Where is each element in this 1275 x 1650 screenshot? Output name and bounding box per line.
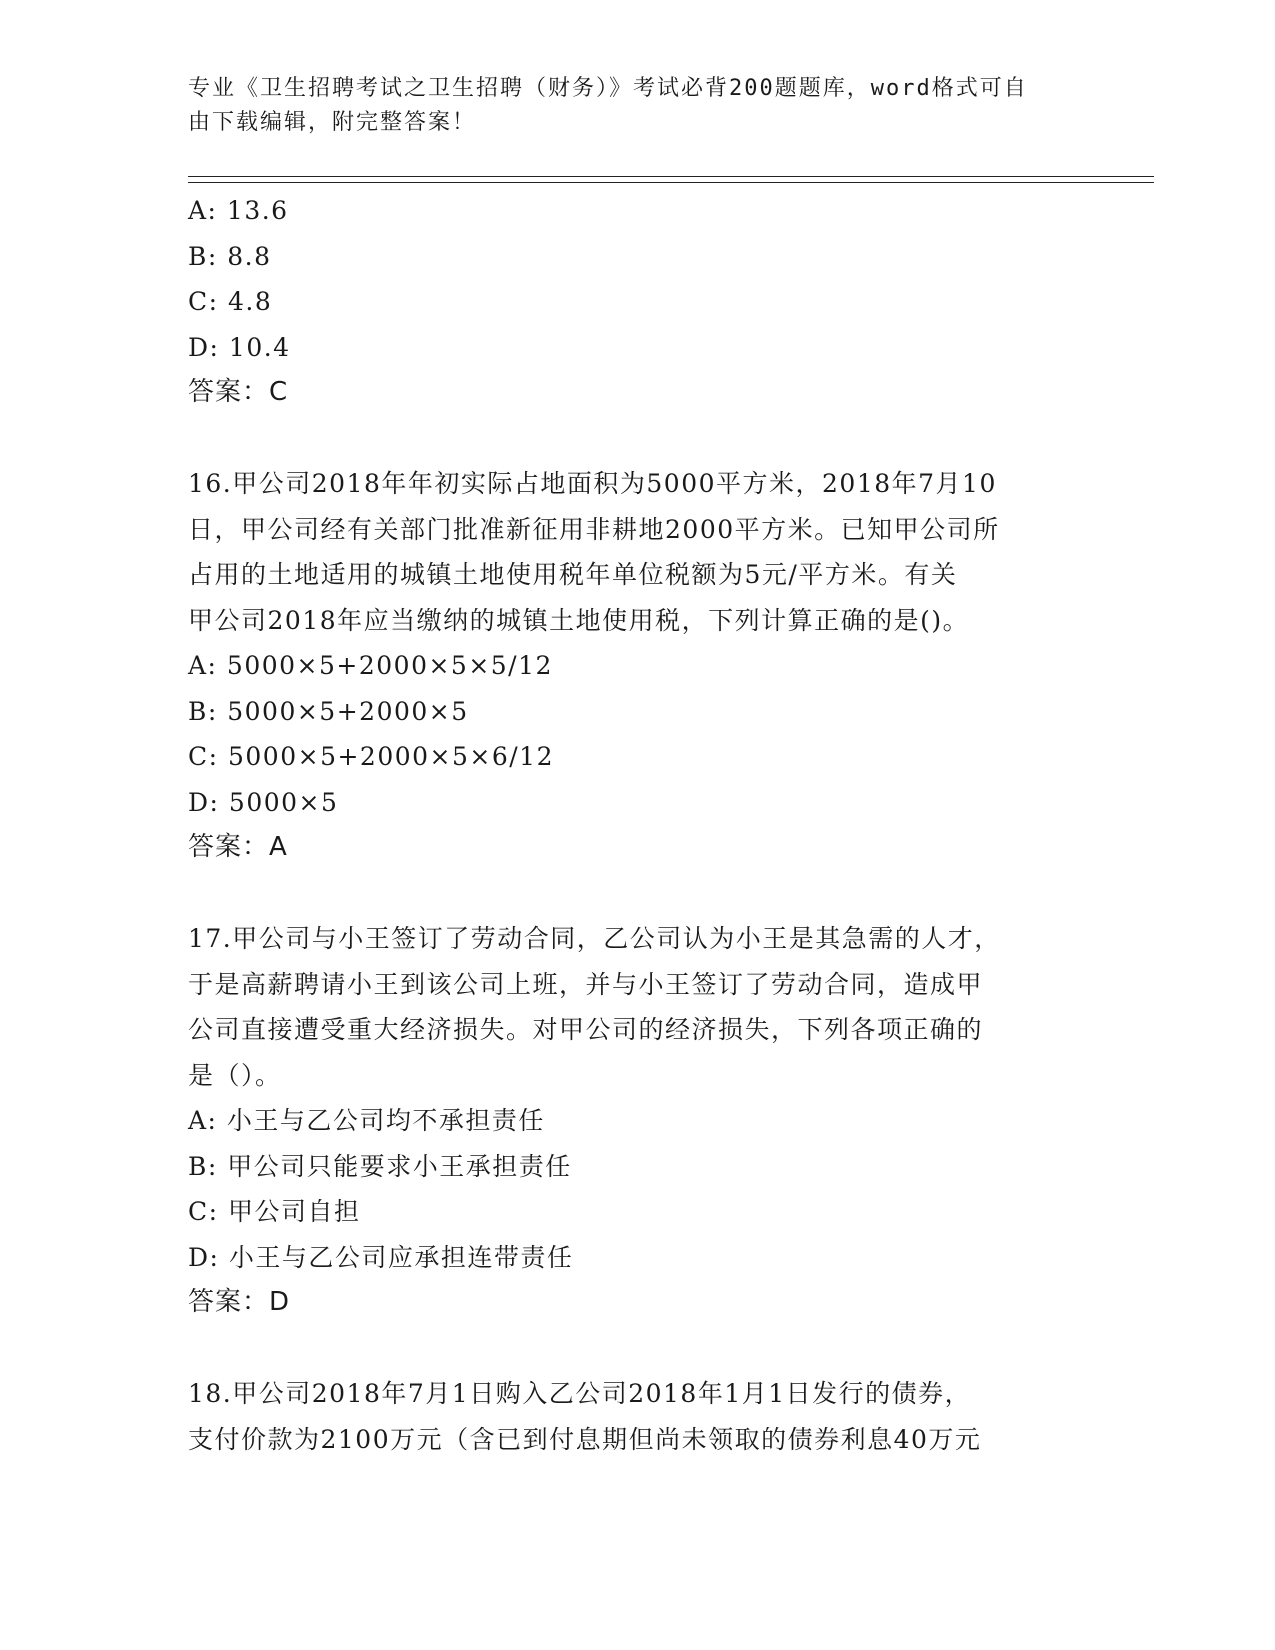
option-d: D: 小王与乙公司应承担连带责任 bbox=[188, 1242, 574, 1272]
option-b: B: 8.8 bbox=[188, 241, 272, 271]
answer: 答案：C bbox=[188, 377, 289, 407]
option-b: B: 甲公司只能要求小王承担责任 bbox=[188, 1151, 572, 1181]
spacer bbox=[188, 1326, 1088, 1372]
spacer bbox=[188, 871, 1088, 917]
option-d: D: 5000×5 bbox=[188, 787, 339, 817]
option-a: A: 13.6 bbox=[188, 196, 289, 225]
question-18 bbox=[188, 1371, 1088, 1462]
question-stem-line: 甲公司2018年应当缴纳的城镇土地使用税，下列计算正确的是()。 bbox=[188, 605, 970, 635]
document-body bbox=[188, 188, 1088, 1462]
option-b: B: 5000×5+2000×5 bbox=[188, 696, 469, 726]
option-c: C: 甲公司自担 bbox=[188, 1197, 361, 1226]
question-15-tail bbox=[188, 188, 1088, 416]
option-c: C: 4.8 bbox=[188, 287, 273, 316]
question-stem-line: 16.甲公司2018年年初实际占地面积为5000平方米，2018年7月10 bbox=[188, 469, 997, 498]
option-c: C: 5000×5+2000×5×6/12 bbox=[188, 742, 554, 771]
question-16 bbox=[188, 461, 1088, 871]
header-line-1: 专业《卫生招聘考试之卫生招聘（财务）》考试必背200题题库，word格式可自 bbox=[188, 76, 1028, 101]
question-stem-line: 17.甲公司与小王签订了劳动合同，乙公司认为小王是其急需的人才， bbox=[188, 924, 1001, 953]
question-stem-line: 占用的土地适用的城镇土地使用税年单位税额为5元/平方米。有关 bbox=[188, 560, 958, 589]
question-17 bbox=[188, 916, 1088, 1326]
question-stem-line: 18.甲公司2018年7月1日购入乙公司2018年1月1日发行的债券， bbox=[188, 1379, 972, 1408]
option-d: D: 10.4 bbox=[188, 332, 291, 362]
header-line-2: 由下载编辑，附完整答案！ bbox=[188, 110, 477, 135]
question-stem-line: 公司直接遭受重大经济损失。对甲公司的经济损失，下列各项正确的 bbox=[188, 1015, 984, 1044]
question-stem-line: 于是高薪聘请小王到该公司上班，并与小王签订了劳动合同，造成甲 bbox=[188, 969, 984, 999]
option-a: A: 小王与乙公司均不承担责任 bbox=[188, 1106, 545, 1135]
option-a: A: 5000×5+2000×5×5/12 bbox=[188, 651, 553, 680]
header-divider-top bbox=[188, 176, 1154, 177]
spacer bbox=[188, 416, 1088, 462]
answer: 答案：D bbox=[188, 1287, 291, 1317]
question-stem-line: 日，甲公司经有关部门批准新征用非耕地2000平方米。已知甲公司所 bbox=[188, 514, 1000, 544]
header-divider-bottom bbox=[188, 182, 1154, 183]
question-stem-line: 是（）。 bbox=[188, 1060, 282, 1090]
document-header bbox=[188, 72, 1088, 140]
answer: 答案：A bbox=[188, 832, 288, 862]
question-stem-line: 支付价款为2100万元（含已到付息期但尚未领取的债券利息40万元 bbox=[188, 1424, 982, 1454]
